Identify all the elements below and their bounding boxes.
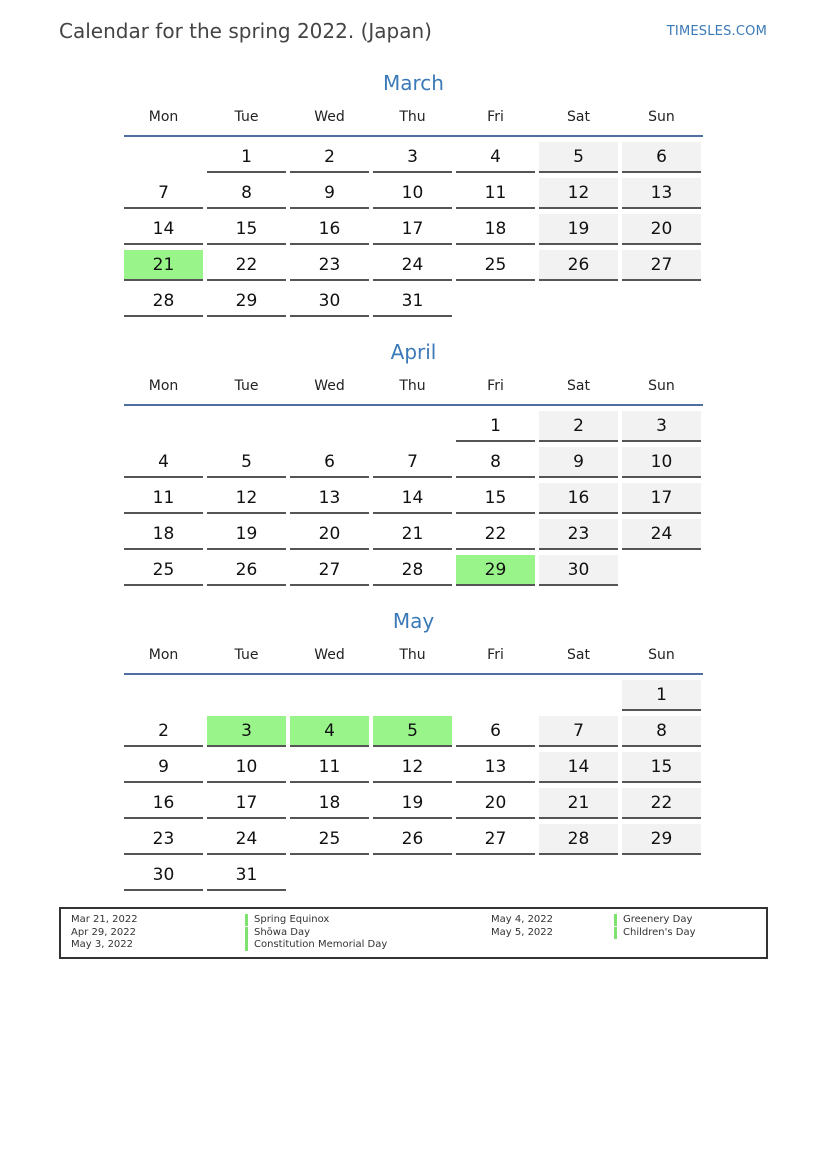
- empty-day-cell: [373, 411, 452, 442]
- day-cell[interactable]: 30: [290, 286, 369, 317]
- day-cell[interactable]: 10: [207, 752, 286, 783]
- weekend-day-cell[interactable]: 21: [539, 788, 618, 819]
- day-cell[interactable]: 24: [207, 824, 286, 855]
- day-cell[interactable]: 6: [456, 716, 535, 747]
- empty-day-cell: [124, 411, 203, 442]
- day-cell[interactable]: 5: [207, 447, 286, 478]
- weekday-label: Tue: [234, 647, 259, 663]
- holiday-date: May 3, 2022: [71, 939, 134, 950]
- weekday-label: Wed: [314, 378, 345, 394]
- weekday-label: Mon: [148, 647, 179, 663]
- weekend-day-cell[interactable]: 10: [622, 447, 701, 478]
- empty-day-cell: [124, 680, 203, 711]
- weekend-day-cell[interactable]: 20: [622, 214, 701, 245]
- day-cell[interactable]: 10: [373, 178, 452, 209]
- day-cell[interactable]: 31: [207, 860, 286, 891]
- holiday-name: Shōwa Day: [245, 927, 310, 939]
- day-cell[interactable]: 2: [290, 142, 369, 173]
- day-cell[interactable]: 25: [124, 555, 203, 586]
- days-grid: [124, 680, 703, 891]
- day-cell[interactable]: 8: [207, 178, 286, 209]
- day-cell[interactable]: 15: [207, 214, 286, 245]
- day-cell[interactable]: 2: [124, 716, 203, 747]
- weekday-header-row: [124, 107, 703, 127]
- month-name: April: [390, 340, 437, 364]
- month-name: March: [383, 71, 444, 95]
- empty-day-cell: [124, 142, 203, 173]
- holiday-name: Children's Day: [614, 927, 696, 939]
- weekend-day-cell[interactable]: 17: [622, 483, 701, 514]
- day-cell[interactable]: 22: [456, 519, 535, 550]
- day-cell[interactable]: 12: [373, 752, 452, 783]
- weekend-day-cell[interactable]: 9: [539, 447, 618, 478]
- day-cell[interactable]: 14: [373, 483, 452, 514]
- day-cell[interactable]: 1: [207, 142, 286, 173]
- day-cell[interactable]: 23: [290, 250, 369, 281]
- holiday-day-cell[interactable]: 21: [124, 250, 203, 281]
- day-cell[interactable]: 13: [456, 752, 535, 783]
- weekend-day-cell[interactable]: 1: [622, 680, 701, 711]
- day-cell[interactable]: 4: [456, 142, 535, 173]
- day-cell[interactable]: 14: [124, 214, 203, 245]
- weekend-day-cell[interactable]: 26: [539, 250, 618, 281]
- weekend-day-cell[interactable]: 3: [622, 411, 701, 442]
- day-cell[interactable]: 26: [373, 824, 452, 855]
- weekday-label: Wed: [314, 647, 345, 663]
- day-cell[interactable]: 11: [124, 483, 203, 514]
- weekday-label: Mon: [148, 378, 179, 394]
- holiday-day-cell[interactable]: 29: [456, 555, 535, 586]
- weekend-day-cell[interactable]: 23: [539, 519, 618, 550]
- empty-day-cell: [207, 680, 286, 711]
- day-cell[interactable]: 15: [456, 483, 535, 514]
- day-cell[interactable]: 26: [207, 555, 286, 586]
- day-cell[interactable]: 17: [207, 788, 286, 819]
- weekend-day-cell[interactable]: 7: [539, 716, 618, 747]
- day-cell[interactable]: 17: [373, 214, 452, 245]
- weekday-label: Thu: [399, 647, 426, 663]
- month-calendar-april: [124, 340, 703, 586]
- weekday-header-row: [124, 376, 703, 396]
- empty-day-cell: [207, 411, 286, 442]
- day-cell[interactable]: 11: [290, 752, 369, 783]
- weekend-day-cell[interactable]: 29: [622, 824, 701, 855]
- day-cell[interactable]: 20: [456, 788, 535, 819]
- holiday-day-cell[interactable]: 4: [290, 716, 369, 747]
- weekend-day-cell[interactable]: 2: [539, 411, 618, 442]
- weekend-day-cell[interactable]: 5: [539, 142, 618, 173]
- day-cell[interactable]: 1: [456, 411, 535, 442]
- weekday-label: Sat: [567, 647, 590, 663]
- weekday-header-row: [124, 645, 703, 665]
- weekend-day-cell[interactable]: 16: [539, 483, 618, 514]
- day-cell[interactable]: 18: [456, 214, 535, 245]
- day-cell[interactable]: 21: [373, 519, 452, 550]
- day-cell[interactable]: 28: [373, 555, 452, 586]
- weekday-label: Sat: [567, 109, 590, 125]
- weekend-day-cell[interactable]: 15: [622, 752, 701, 783]
- weekend-day-cell[interactable]: 12: [539, 178, 618, 209]
- day-cell[interactable]: 16: [124, 788, 203, 819]
- day-cell[interactable]: 9: [290, 178, 369, 209]
- day-cell[interactable]: 29: [207, 286, 286, 317]
- days-grid: [124, 411, 703, 586]
- holiday-name: Greenery Day: [614, 914, 692, 926]
- weekday-label: Mon: [148, 109, 179, 125]
- empty-day-cell: [373, 680, 452, 711]
- day-cell[interactable]: 25: [290, 824, 369, 855]
- day-cell[interactable]: 7: [373, 447, 452, 478]
- day-cell[interactable]: 13: [290, 483, 369, 514]
- empty-day-cell: [290, 680, 369, 711]
- day-cell[interactable]: 9: [124, 752, 203, 783]
- holiday-day-cell[interactable]: 3: [207, 716, 286, 747]
- day-cell[interactable]: 16: [290, 214, 369, 245]
- day-cell[interactable]: 12: [207, 483, 286, 514]
- day-cell[interactable]: 18: [290, 788, 369, 819]
- holiday-date: Mar 21, 2022: [71, 914, 138, 925]
- weekend-day-cell[interactable]: 8: [622, 716, 701, 747]
- day-cell[interactable]: 30: [124, 860, 203, 891]
- weekday-label: Tue: [234, 109, 259, 125]
- holiday-day-cell[interactable]: 5: [373, 716, 452, 747]
- days-grid: [124, 142, 703, 317]
- day-cell[interactable]: 11: [456, 178, 535, 209]
- weekend-day-cell[interactable]: 27: [622, 250, 701, 281]
- weekday-label: Wed: [314, 109, 345, 125]
- header-divider: [124, 404, 703, 406]
- day-cell[interactable]: 4: [124, 447, 203, 478]
- weekday-label: Fri: [487, 109, 504, 125]
- day-cell[interactable]: 19: [207, 519, 286, 550]
- holiday-date: May 4, 2022: [491, 914, 554, 925]
- day-cell[interactable]: 3: [373, 142, 452, 173]
- day-cell[interactable]: 27: [290, 555, 369, 586]
- holiday-date: Apr 29, 2022: [71, 926, 137, 938]
- weekday-label: Thu: [399, 378, 426, 394]
- day-cell[interactable]: 24: [373, 250, 452, 281]
- weekend-day-cell[interactable]: 19: [539, 214, 618, 245]
- day-cell[interactable]: 6: [290, 447, 369, 478]
- empty-day-cell: [539, 680, 618, 711]
- day-cell[interactable]: 18: [124, 519, 203, 550]
- weekday-label: Fri: [487, 378, 504, 394]
- holiday-name: Constitution Memorial Day: [245, 939, 387, 951]
- day-cell[interactable]: 19: [373, 788, 452, 819]
- weekend-day-cell[interactable]: 22: [622, 788, 701, 819]
- empty-day-cell: [456, 680, 535, 711]
- day-cell[interactable]: 8: [456, 447, 535, 478]
- header-divider: [124, 673, 703, 675]
- holiday-date: May 5, 2022: [491, 926, 554, 938]
- weekend-day-cell[interactable]: 28: [539, 824, 618, 855]
- weekend-day-cell[interactable]: 13: [622, 178, 701, 209]
- holiday-legend: [59, 907, 768, 959]
- day-cell[interactable]: 23: [124, 824, 203, 855]
- day-cell[interactable]: 31: [373, 286, 452, 317]
- weekday-label: Thu: [399, 109, 426, 125]
- weekday-label: Sun: [648, 378, 675, 394]
- header-divider: [124, 135, 703, 137]
- weekday-label: Sat: [567, 378, 590, 394]
- page-title: Calendar for the spring 2022. (Japan): [59, 19, 432, 43]
- day-cell[interactable]: 27: [456, 824, 535, 855]
- weekday-label: Tue: [234, 378, 259, 394]
- month-name: May: [392, 609, 435, 633]
- month-calendar-may: [124, 609, 703, 891]
- empty-day-cell: [290, 411, 369, 442]
- weekend-day-cell[interactable]: 24: [622, 519, 701, 550]
- weekend-day-cell[interactable]: 14: [539, 752, 618, 783]
- day-cell[interactable]: 20: [290, 519, 369, 550]
- weekend-day-cell[interactable]: 30: [539, 555, 618, 586]
- weekday-label: Sun: [648, 647, 675, 663]
- day-cell[interactable]: 25: [456, 250, 535, 281]
- day-cell[interactable]: 7: [124, 178, 203, 209]
- day-cell[interactable]: 22: [207, 250, 286, 281]
- weekend-day-cell[interactable]: 6: [622, 142, 701, 173]
- holiday-name: Spring Equinox: [245, 914, 329, 926]
- weekday-label: Fri: [487, 647, 504, 663]
- month-calendar-march: [124, 71, 703, 317]
- day-cell[interactable]: 28: [124, 286, 203, 317]
- weekday-label: Sun: [648, 109, 675, 125]
- site-link[interactable]: TIMESLES.COM: [666, 24, 767, 39]
